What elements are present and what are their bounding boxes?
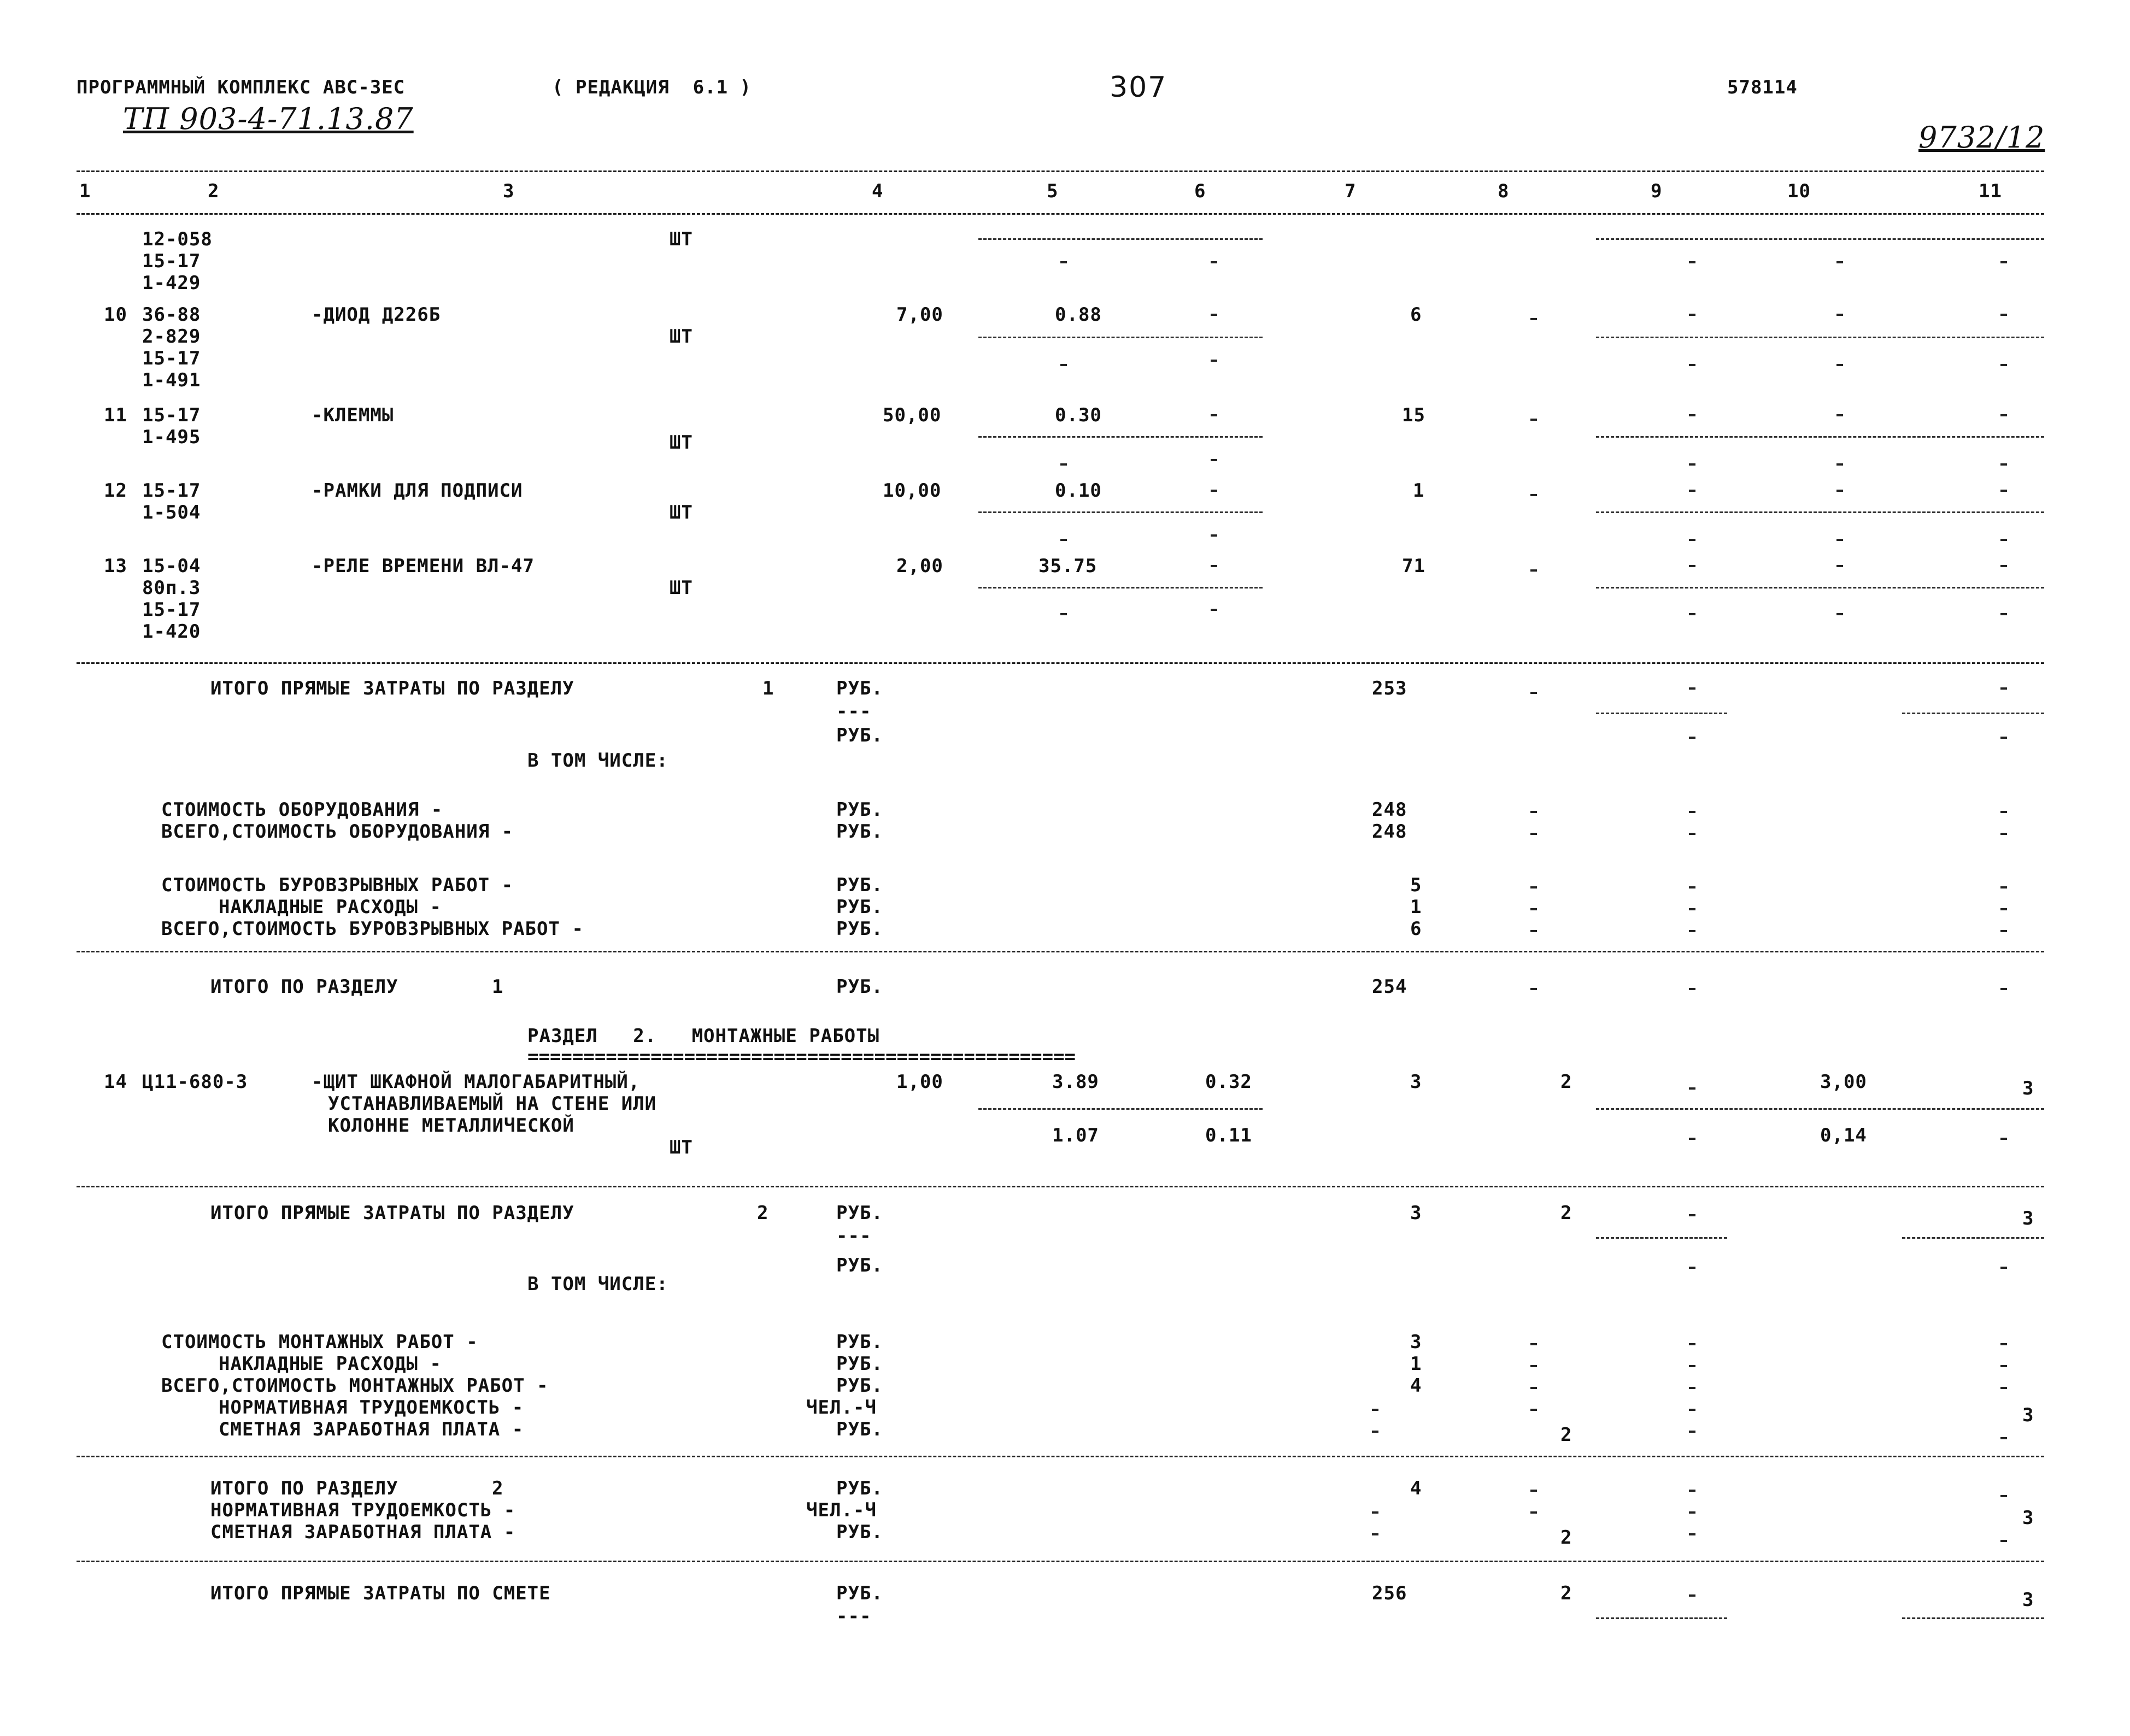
row-quantity: 10,00 xyxy=(883,480,942,502)
grand-total-value: 256 xyxy=(1372,1582,1407,1604)
row-name: -КЛЕММЫ xyxy=(312,404,394,426)
section-total-label: ИТОГО ПО РАЗДЕЛУ xyxy=(210,976,398,998)
total-direct-label: ИТОГО ПРЯМЫЕ ЗАТРАТЫ ПО РАЗДЕЛУ xyxy=(210,678,574,699)
col-10: 10 xyxy=(1787,180,1811,202)
row-unit: ШТ xyxy=(670,326,693,348)
equipment-total-value: 248 xyxy=(1372,821,1407,843)
row-unit: ШТ xyxy=(670,228,693,250)
row-code: 15-17 xyxy=(142,250,201,272)
row-price: 0.30 xyxy=(1055,404,1102,426)
unit-man-hours: ЧЕЛ.-Ч xyxy=(806,1397,877,1419)
equipment-cost-label: СТОИМОСТЬ ОБОРУДОВАНИЯ - xyxy=(161,799,443,821)
col-7: 7 xyxy=(1345,180,1357,202)
row-quantity: 2,00 xyxy=(896,555,943,577)
row-code: 2-829 xyxy=(142,326,201,348)
currency: РУБ. xyxy=(836,678,883,699)
edition: ( РЕДАКЦИЯ 6.1 ) xyxy=(552,76,752,98)
row-code: 1-504 xyxy=(142,502,201,523)
row-number: 13 xyxy=(104,555,127,577)
row-price: 35.75 xyxy=(1038,555,1098,577)
row-code: 36-88 xyxy=(142,304,201,326)
row-price: 0.88 xyxy=(1055,304,1102,326)
currency: РУБ. xyxy=(836,1375,883,1397)
row-quantity: 7,00 xyxy=(896,304,943,326)
document-code: 578114 xyxy=(1727,76,1798,98)
col-4: 4 xyxy=(872,180,884,202)
row-col10: 0,14 xyxy=(1820,1125,1867,1146)
total-direct-label: ИТОГО ПРЯМЫЕ ЗАТРАТЫ ПО РАЗДЕЛУ xyxy=(210,1202,574,1224)
row-code: 15-17 xyxy=(142,599,201,621)
section-total-value: 4 xyxy=(1410,1478,1422,1499)
total-value: 3 xyxy=(1410,1202,1422,1224)
wage-label: СМЕТНАЯ ЗАРАБОТНАЯ ПЛАТА - xyxy=(219,1419,524,1440)
currency: РУБ. xyxy=(836,874,883,896)
row-name: -РАМКИ ДЛЯ ПОДПИСИ xyxy=(312,480,523,502)
including-label: В ТОМ ЧИСЛЕ: xyxy=(527,1273,668,1295)
unit-man-hours: ЧЕЛ.-Ч xyxy=(806,1499,877,1521)
labor-label: НОРМАТИВНАЯ ТРУДОЕМКОСТЬ - xyxy=(210,1499,516,1521)
total-col11: 3 xyxy=(2022,1208,2034,1229)
row-col6: 0.32 xyxy=(1205,1071,1252,1093)
section-number: 2 xyxy=(757,1202,769,1224)
mounting-cost-value: 3 xyxy=(1410,1331,1422,1353)
col-3: 3 xyxy=(503,180,515,202)
col-9: 9 xyxy=(1651,180,1663,202)
row-name: -РЕЛЕ ВРЕМЕНИ ВЛ-47 xyxy=(312,555,535,577)
row-number: 11 xyxy=(104,404,127,426)
row-col11: 3 xyxy=(2022,1078,2034,1099)
row-code: 15-17 xyxy=(142,404,201,426)
header-rule-top xyxy=(77,170,2044,172)
row-code: 15-17 xyxy=(142,480,201,502)
labor-label: НОРМАТИВНАЯ ТРУДОЕМКОСТЬ - xyxy=(219,1397,524,1419)
row-unit: ШТ xyxy=(670,432,693,454)
section2-title-underline: ================================================= xyxy=(527,1046,1076,1068)
row-code: 12-058 xyxy=(142,228,213,250)
sheet-reference: 9732/12 xyxy=(1918,120,2045,155)
mounting-cost-label: СТОИМОСТЬ МОНТАЖНЫХ РАБОТ - xyxy=(161,1331,478,1353)
program-name: ПРОГРАММНЫЙ КОМПЛЕКС АВС-ЗЕС xyxy=(77,76,406,98)
row-col7: 3 xyxy=(1410,1071,1422,1093)
section-number: 2 xyxy=(492,1478,504,1499)
row-number: 10 xyxy=(104,304,127,326)
row-code: 15-04 xyxy=(142,555,201,577)
row-code: Ц11-680-3 xyxy=(142,1071,248,1093)
dash-separator: --- xyxy=(836,1225,872,1247)
currency: РУБ. xyxy=(836,1419,883,1440)
overhead-value: 1 xyxy=(1410,896,1422,918)
currency: РУБ. xyxy=(836,725,883,746)
col-11: 11 xyxy=(1979,180,2002,202)
row-col7: 6 xyxy=(1410,304,1422,326)
col-1: 1 xyxy=(79,180,91,202)
row-unit: ШТ xyxy=(670,502,693,523)
row-code: 1-429 xyxy=(142,272,201,294)
col-6: 6 xyxy=(1194,180,1206,202)
grand-total-label: ИТОГО ПРЯМЫЕ ЗАТРАТЫ ПО СМЕТЕ xyxy=(210,1582,551,1604)
dash-separator: --- xyxy=(836,1605,872,1627)
page-number: 307 xyxy=(1110,71,1167,104)
row-code: 1-495 xyxy=(142,426,201,448)
equipment-total-label: ВСЕГО,СТОИМОСТЬ ОБОРУДОВАНИЯ - xyxy=(161,821,514,843)
total-col8: 2 xyxy=(1560,1202,1572,1224)
row-col10: 3,00 xyxy=(1820,1071,1867,1093)
row-code: 15-17 xyxy=(142,348,201,369)
currency: РУБ. xyxy=(836,799,883,821)
wage-label: СМЕТНАЯ ЗАРАБОТНАЯ ПЛАТА - xyxy=(210,1521,516,1543)
section-total-label: ИТОГО ПО РАЗДЕЛУ xyxy=(210,1478,398,1499)
document-id: ТП 903-4-71.13.87 xyxy=(123,102,414,136)
dash-separator: --- xyxy=(836,701,872,722)
currency: РУБ. xyxy=(836,1353,883,1375)
row-code: 1-420 xyxy=(142,621,201,643)
currency: РУБ. xyxy=(836,1255,883,1276)
row-name: УСТАНАВЛИВАЕМЫЙ НА СТЕНЕ ИЛИ xyxy=(328,1093,657,1115)
drilling-total-value: 6 xyxy=(1410,918,1422,940)
including-label: В ТОМ ЧИСЛЕ: xyxy=(527,750,668,772)
row-col6: 0.11 xyxy=(1205,1125,1252,1146)
row-quantity: 50,00 xyxy=(883,404,942,426)
grand-total-col11: 3 xyxy=(2022,1589,2034,1611)
row-quantity: 1,00 xyxy=(896,1071,943,1093)
overhead-label: НАКЛАДНЫЕ РАСХОДЫ - xyxy=(219,1353,442,1375)
currency: РУБ. xyxy=(836,1582,883,1604)
row-code: 80п.3 xyxy=(142,577,201,599)
currency: РУБ. xyxy=(836,1521,883,1543)
drilling-cost-label: СТОИМОСТЬ БУРОВЗРЫВНЫХ РАБОТ - xyxy=(161,874,514,896)
row-col5: 3.89 xyxy=(1052,1071,1099,1093)
row-number: 14 xyxy=(104,1071,127,1093)
currency: РУБ. xyxy=(836,821,883,843)
row-unit: ШТ xyxy=(670,577,693,599)
col-8: 8 xyxy=(1498,180,1510,202)
equipment-cost-value: 248 xyxy=(1372,799,1407,821)
overhead-label: НАКЛАДНЫЕ РАСХОДЫ - xyxy=(219,896,442,918)
row-name: -ДИОД Д226Б xyxy=(312,304,441,326)
row-col5: 1.07 xyxy=(1052,1125,1099,1146)
drilling-total-label: ВСЕГО,СТОИМОСТЬ БУРОВЗРЫВНЫХ РАБОТ - xyxy=(161,918,584,940)
currency: РУБ. xyxy=(836,896,883,918)
currency: РУБ. xyxy=(836,918,883,940)
row-name: -ЩИТ ШКАФНОЙ МАЛОГАБАРИТНЫЙ, xyxy=(312,1071,641,1093)
col-5: 5 xyxy=(1047,180,1059,202)
row-unit: ШТ xyxy=(670,1137,693,1158)
col-2: 2 xyxy=(208,180,220,202)
currency: РУБ. xyxy=(836,1202,883,1224)
row-col7: 15 xyxy=(1402,404,1425,426)
row-code: 1-491 xyxy=(142,369,201,391)
wage-col8: 2 xyxy=(1560,1424,1572,1446)
section-total-value: 254 xyxy=(1372,976,1407,998)
wage-col8: 2 xyxy=(1560,1527,1572,1549)
currency: РУБ. xyxy=(836,976,883,998)
row-price: 0.10 xyxy=(1055,480,1102,502)
row-col7: 71 xyxy=(1402,555,1425,577)
section-number: 1 xyxy=(762,678,774,699)
overhead-value: 1 xyxy=(1410,1353,1422,1375)
currency: РУБ. xyxy=(836,1331,883,1353)
labor-col11: 3 xyxy=(2022,1404,2034,1426)
drilling-cost-value: 5 xyxy=(1410,874,1422,896)
section-number: 1 xyxy=(492,976,504,998)
row-col8: 2 xyxy=(1560,1071,1572,1093)
header-rule-bottom xyxy=(77,213,2044,215)
total-value: 253 xyxy=(1372,678,1407,699)
mounting-total-value: 4 xyxy=(1410,1375,1422,1397)
currency: РУБ. xyxy=(836,1478,883,1499)
row-name: КОЛОННЕ МЕТАЛЛИЧЕСКОЙ xyxy=(328,1115,574,1137)
labor-col11: 3 xyxy=(2022,1507,2034,1529)
section2-title: РАЗДЕЛ 2. МОНТАЖНЫЕ РАБОТЫ xyxy=(527,1025,880,1047)
row-number: 12 xyxy=(104,480,127,502)
grand-total-col8: 2 xyxy=(1560,1582,1572,1604)
row-col7: 1 xyxy=(1413,480,1425,502)
mounting-total-label: ВСЕГО,СТОИМОСТЬ МОНТАЖНЫХ РАБОТ - xyxy=(161,1375,549,1397)
